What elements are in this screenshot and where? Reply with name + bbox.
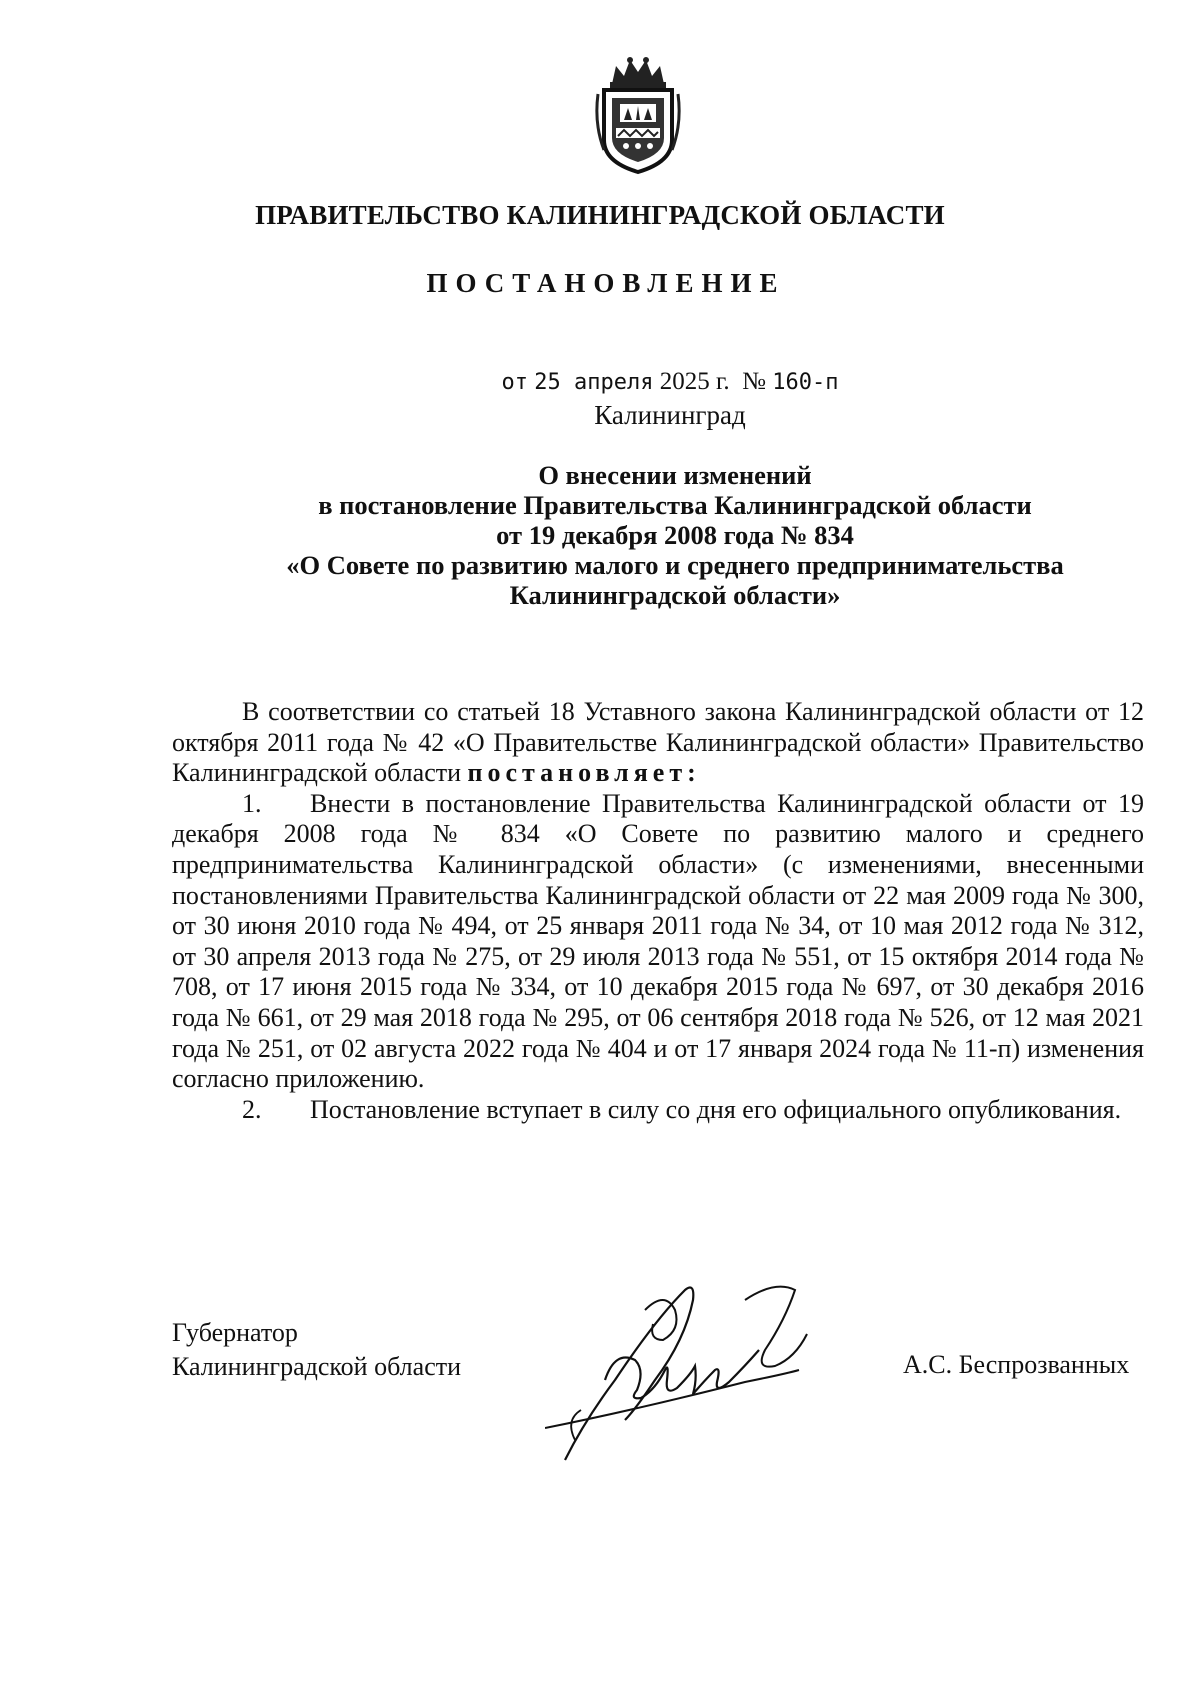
position-line: Губернатор: [172, 1318, 298, 1347]
date-year: 2025 г.: [659, 368, 730, 395]
government-title: ПРАВИТЕЛЬСТВО КАЛИНИНГРАДСКОЙ ОБЛАСТИ: [255, 200, 945, 230]
subject-line: «О Совете по развитию малого и среднего предпринимательства: [286, 550, 1064, 580]
item-text: Внести в постановление Правительства Калининградской области от 19 декабря 2008 года № 834 «О Совете по развитию малого и среднего предпринимательства Калининградской области» (с изменениями, внесенными постановлениями Правительства Калининградской области от 22 мая 2009 года № 300, от 30 июня 2010 года № 494, от 25 января 2011 года № 34, от 10 мая 2012 года № 312, от 30 апреля 2013 года № 275, от 29 июля 2013 года № 551, от 15 октября 2014 года № 708, от 17 июня 2015 года № 334, от 10 декабря 2015 года № 697, от 30 декабря 2016 года № 661, от 29 мая 2018 года № 295, от 06 сентября 2018 года № 526, от 12 мая 2021 года № 251, от 02 августа 2022 года № 404 и от 17 января 2024 года № 11-п) изменения согласно приложению.: [172, 788, 1144, 1094]
document-type: ПОСТАНОВЛЕНИЕ: [426, 268, 786, 298]
position-line: Калининградской области: [172, 1352, 462, 1381]
item-text: Постановление вступает в силу со дня его официального опубликования.: [310, 1094, 1122, 1124]
date-number-line: [0, 368, 1200, 396]
item-paragraph: [172, 789, 1144, 1095]
signer-position: [172, 1316, 461, 1384]
document-body: [172, 697, 1144, 1125]
handwritten-signature: [545, 1270, 865, 1470]
coat-of-arms-icon: [590, 54, 686, 178]
subject-line: от 19 декабря 2008 года № 834: [496, 520, 854, 550]
signer-name: А.С. Беспрозванных: [903, 1350, 1130, 1379]
document-number: 160-п: [772, 370, 839, 395]
subject-line: О внесении изменений: [538, 460, 812, 490]
city: Калининград: [594, 400, 746, 430]
subject-line: Калининградской области»: [509, 580, 841, 610]
number-sign: №: [742, 368, 767, 395]
subject-line: в постановление Правительства Калининградской области: [318, 490, 1032, 520]
item-paragraph: [172, 1095, 1144, 1126]
document-subject: [200, 460, 1150, 610]
date-prefix: от: [501, 370, 528, 395]
item-number: 1.: [242, 788, 262, 818]
date-day-month: 25 апреля: [534, 370, 654, 395]
preamble-text: В соответствии со статьей 18 Уставного закона Калининградской области от 12 октября 2011 года № 42 «О Правительстве Калининградской области» Правительство Калининградской области: [172, 697, 1144, 788]
preamble-paragraph: [172, 697, 1144, 789]
item-number: 2.: [242, 1094, 262, 1124]
resolves-word: постановляет:: [467, 758, 701, 788]
